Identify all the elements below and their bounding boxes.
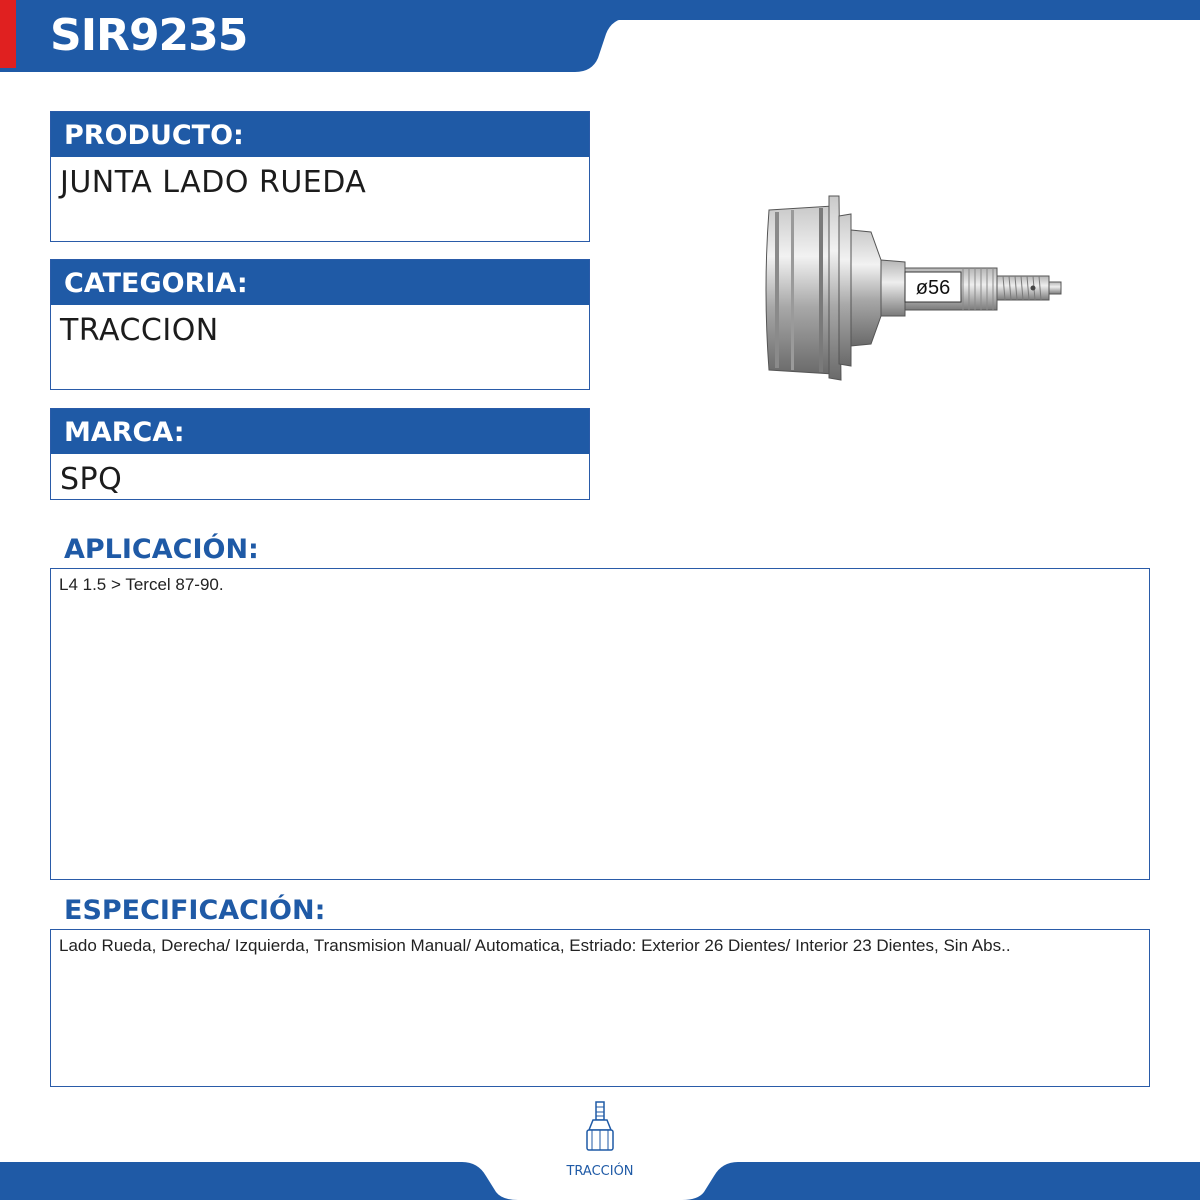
producto-label: PRODUCTO:: [51, 112, 589, 157]
aplicacion-box: [50, 568, 1150, 880]
cv-joint-icon: [582, 1100, 618, 1165]
aplicacion-text: L4 1.5 > Tercel 87-90.: [59, 575, 224, 594]
marca-box: [50, 408, 590, 500]
categoria-box: [50, 259, 590, 390]
product-sku: SIR9235: [50, 10, 248, 61]
producto-box: [50, 111, 590, 242]
categoria-value: TRACCION: [60, 313, 219, 348]
marca-label: MARCA:: [51, 409, 589, 454]
especificacion-title: ESPECIFICACIÓN:: [64, 895, 326, 926]
aplicacion-title: APLICACIÓN:: [64, 534, 259, 565]
marca-value: SPQ: [60, 462, 123, 497]
product-image: [755, 190, 1075, 395]
producto-value: JUNTA LADO RUEDA: [60, 165, 367, 200]
categoria-label: CATEGORIA:: [51, 260, 589, 305]
diameter-label: ø56: [915, 277, 951, 299]
especificacion-box: [50, 929, 1150, 1087]
footer-category-label: TRACCIÓN: [566, 1164, 634, 1179]
especificacion-text: Lado Rueda, Derecha/ Izquierda, Transmision Manual/ Automatica, Estriado: Exterior 26 Dientes/ Interior 23 Dientes, Sin Abs..: [59, 936, 1011, 955]
